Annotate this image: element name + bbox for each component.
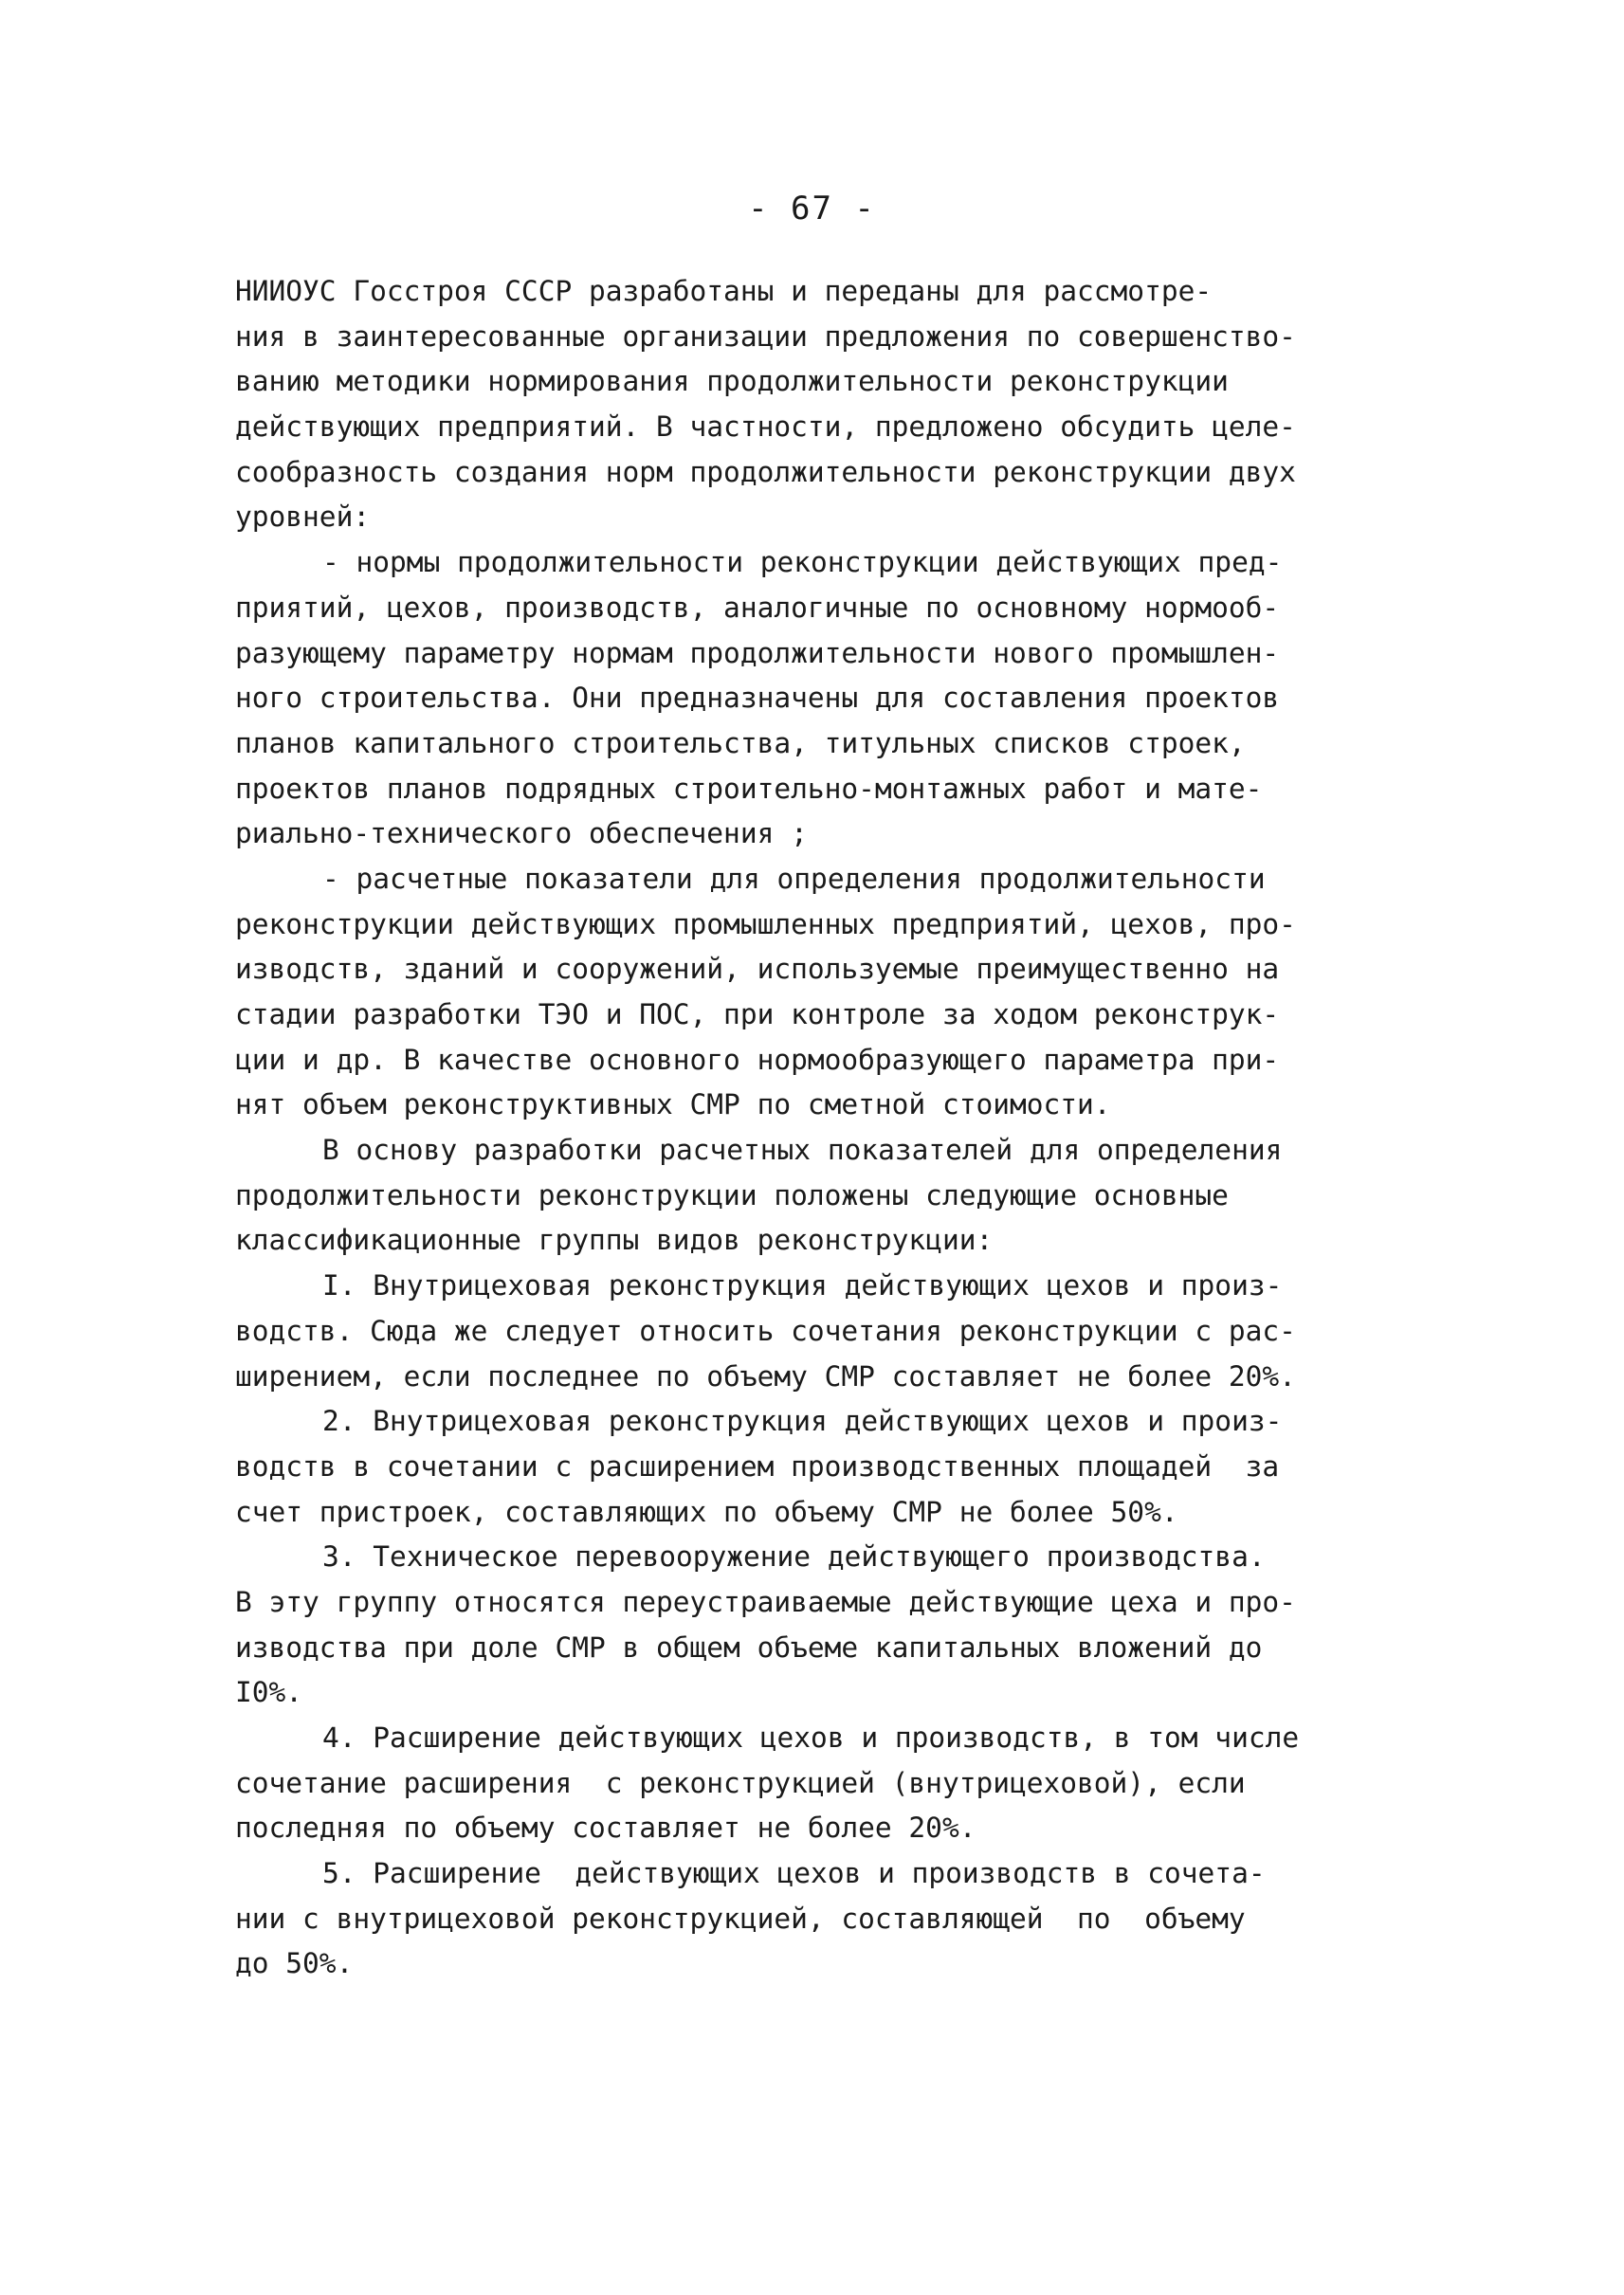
text-line: планов капитального строительства, титульных списков строек, xyxy=(235,726,1246,759)
text-line: нии с внутрицеховой реконструкцией, составляющей по объему xyxy=(235,1902,1246,1935)
text-line: НИИОУС Госстроя СССР разработаны и переданы для рассмотре- xyxy=(235,275,1213,307)
text-line: сообразность создания норм продолжительности реконструкции двух xyxy=(235,455,1296,488)
text-line: ного строительства. Они предназначены для составления проектов xyxy=(235,682,1280,715)
paragraph-start-line: В основу разработки расчетных показателей для определения xyxy=(322,1134,1283,1167)
text-line: риально-технического обеспечения ; xyxy=(235,817,808,850)
page-number: - 67 - xyxy=(748,190,876,228)
text-line: водств. Сюда же следует относить сочетания реконструкции с рас- xyxy=(235,1314,1296,1347)
text-line: водств в сочетании с расширением производственных площадей за xyxy=(235,1449,1280,1483)
list-item-line: - нормы продолжительности реконструкции действующих пред- xyxy=(322,546,1283,579)
text-line: уровней: xyxy=(235,501,371,534)
text-line: В эту группу относятся переустраиваемые действующие цеха и про- xyxy=(235,1585,1296,1618)
text-line: изводства при доле СМР в общем объеме капитальных вложений до xyxy=(235,1630,1263,1664)
text-line: ния в заинтересованные организации предложения по совершенство- xyxy=(235,319,1296,353)
text-line: реконструкции действующих промышленных предприятий, цехов, про- xyxy=(235,907,1296,940)
text-line: нят объем реконструктивных СМР по сметной стоимости. xyxy=(235,1088,1111,1121)
text-line: последняя по объему составляет не более 20%. xyxy=(235,1812,976,1845)
text-line: продолжительности реконструкции положены следующие основные xyxy=(235,1178,1229,1211)
numbered-item-line: 5. Расширение действующих цехов и производств в сочета- xyxy=(322,1857,1266,1890)
text-line: приятий, цехов, производств, аналогичные по основному нормооб- xyxy=(235,591,1280,624)
text-line: ширением, если последнее по объему СМР составляет не более 20%. xyxy=(235,1359,1296,1393)
text-line: разующему параметру нормам продолжительности нового промышлен- xyxy=(235,636,1280,669)
text-line: счет пристроек, составляющих по объему СМР не более 50%. xyxy=(235,1495,1178,1528)
list-item-line: - расчетные показатели для определения продолжительности xyxy=(322,862,1266,895)
numbered-item-line: 2. Внутрицеховая реконструкция действующих цехов и произ- xyxy=(322,1405,1283,1438)
text-line: сочетание расширения с реконструкцией (внутрицеховой), если xyxy=(235,1766,1246,1799)
text-line: до 50%. xyxy=(235,1947,354,1980)
numbered-item-line: I. Внутрицеховая реконструкция действующих цехов и произ- xyxy=(322,1269,1283,1302)
numbered-item-line: 3. Техническое перевооружение действующего производства. xyxy=(322,1540,1266,1574)
text-line: ции и др. В качестве основного нормообразующего параметра при- xyxy=(235,1043,1280,1076)
text-line: классификационные группы видов реконструкции: xyxy=(235,1224,994,1257)
text-line: изводств, зданий и сооружений, используемые преимущественно на xyxy=(235,953,1280,986)
document-body xyxy=(235,269,1392,1987)
text-line: I0%. xyxy=(235,1676,303,1709)
text-line: проектов планов подрядных строительно-монтажных работ и мате- xyxy=(235,772,1263,805)
numbered-item-line: 4. Расширение действующих цехов и производств, в том числе xyxy=(322,1721,1300,1754)
text-line: ванию методики нормирования продолжительности реконструкции xyxy=(235,365,1229,398)
text-line: стадии разработки ТЭО и ПОС, при контроле за ходом реконструк- xyxy=(235,998,1280,1030)
text-line: действующих предприятий. В частности, предложено обсудить целе- xyxy=(235,410,1296,444)
